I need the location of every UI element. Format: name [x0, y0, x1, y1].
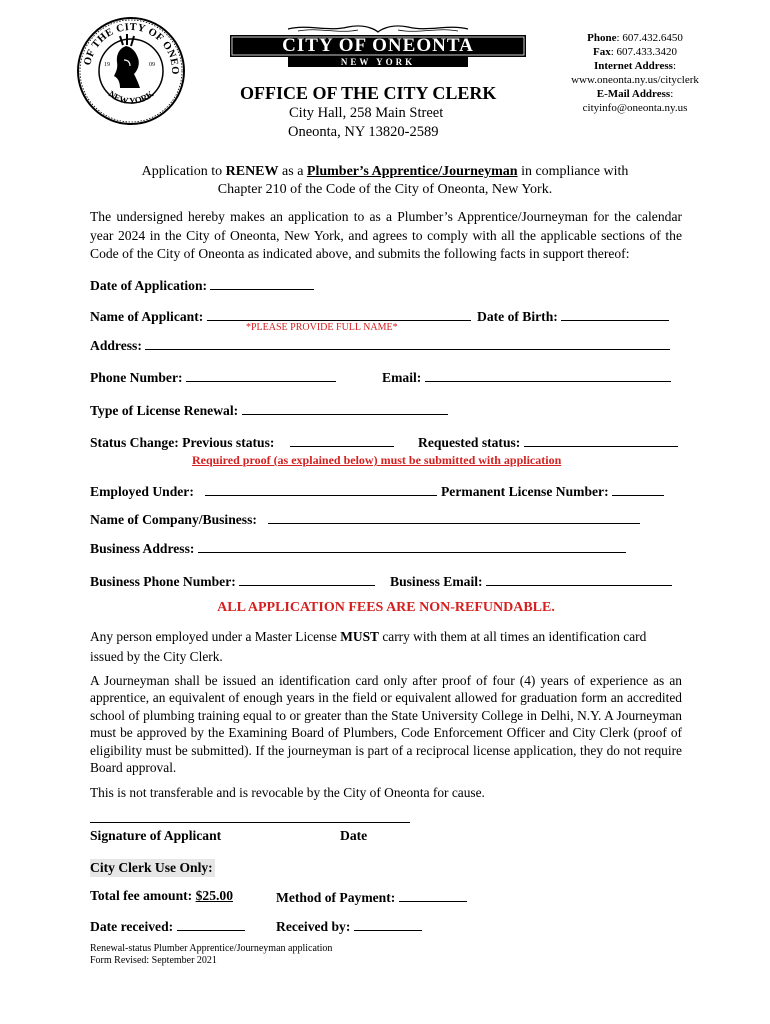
name-of-applicant-input[interactable] — [207, 307, 471, 321]
office-address-line1: City Hall, 258 Main Street — [289, 105, 444, 121]
requested-status-field: Requested status: — [418, 433, 678, 451]
seal-bottom-text: NEW YORK — [106, 88, 156, 106]
intro-line1: Application to RENEW as a Plumber’s Apprentice/Journeyman in compliance with — [141, 164, 629, 179]
date-of-application-field: Date of Application: — [90, 276, 314, 294]
seal-emblem — [76, 16, 186, 126]
permanent-license-field: Permanent License Number: — [441, 482, 664, 500]
business-email-input[interactable] — [486, 572, 672, 586]
status-change-field: Status Change: Previous status: — [90, 433, 394, 451]
intro-line2: Chapter 210 of the Code of the City of Oneonta, New York. — [217, 182, 553, 197]
employed-under-input[interactable] — [205, 482, 437, 496]
email-field: Email: — [382, 368, 671, 386]
svg-text:NEW YORK — [107, 89, 156, 106]
applicant-statement: The undersigned hereby makes an application to as a Plumber’s Apprentice/Journeyman for the calendar year 2024 in the City of Oneonta, New York, and agrees to comply with all the applicable sections of the Code of the City of Oneonta as indicated above, and submits the following facts in support thereof: — [90, 209, 682, 261]
date-of-application-input[interactable] — [210, 276, 314, 290]
id-card-paragraph: Any person employed under a Master License MUST carry with them at all times an identification card issued by the City Clerk. — [90, 629, 647, 664]
received-by-field: Received by: — [276, 917, 422, 935]
business-email-field: Business Email: — [390, 572, 672, 590]
journeyman-paragraph: A Journeyman shall be issued an identification card only after proof of four (4) years of experience as an apprentice, an equivalent of enough years in the field or equivalent allowed for graduation form an accredited school of plumbing training equal to or greater than the State University College in Delhi, N.Y. A Journeyman must be approved by the Examining Board of Plumbers, Code Enforcement Officer and City Clerk (proof of eligibility must be submitted). If the journeyman is part of a reciprocal license application, they do not require Board approval. — [90, 673, 682, 776]
contact-internet-link[interactable]: www.oneonta.ny.us/cityclerk — [571, 74, 699, 86]
seal-year-right: 09 — [149, 62, 155, 68]
permanent-license-input[interactable] — [612, 482, 664, 496]
footer-form-name: Renewal-status Plumber Apprentice/Journeyman application — [90, 943, 333, 954]
total-fee-value: $25.00 — [195, 888, 233, 903]
seal-year-left: 19 — [104, 62, 110, 68]
name-of-applicant-field: Name of Applicant: — [90, 307, 471, 325]
signature-date-label: Date — [340, 828, 368, 843]
renew-word: RENEW — [225, 164, 279, 179]
previous-status-input[interactable] — [290, 433, 394, 447]
office-address-line2: Oneonta, NY 13820-2589 — [288, 124, 439, 140]
city-banner — [228, 24, 528, 70]
clerk-use-heading: City Clerk Use Only: — [90, 860, 213, 875]
employed-under-field: Employed Under: — [90, 482, 437, 500]
proof-note: Required proof (as explained below) must be submitted with application — [192, 453, 562, 467]
license-type-input[interactable] — [242, 401, 448, 415]
phone-number-input[interactable] — [186, 368, 336, 382]
business-address-field: Business Address: — [90, 539, 626, 557]
date-of-birth-input[interactable] — [561, 307, 669, 321]
business-address-input[interactable] — [198, 539, 626, 553]
email-input[interactable] — [425, 368, 671, 382]
payment-method-input[interactable] — [399, 888, 467, 902]
city-seal — [76, 16, 186, 126]
banner-subtitle: NEW YORK — [340, 57, 416, 67]
company-name-field: Name of Company/Business: — [90, 510, 640, 528]
contact-phone: Phone: 607.432.6450 — [587, 32, 683, 44]
address-field: Address: — [90, 336, 670, 354]
company-name-input[interactable] — [268, 510, 640, 524]
license-role: Plumber’s Apprentice/Journeyman — [306, 164, 518, 179]
full-name-note: *PLEASE PROVIDE FULL NAME* — [246, 322, 398, 333]
business-phone-input[interactable] — [239, 572, 375, 586]
payment-method-field: Method of Payment: — [276, 888, 467, 906]
seal-top-text: OF THE CITY OF ONEO — [82, 21, 181, 75]
signature-label: Signature of Applicant — [90, 828, 222, 843]
contact-fax: Fax: 607.433.3420 — [592, 46, 678, 58]
fees-notice: ALL APPLICATION FEES ARE NON-REFUNDABLE. — [217, 600, 555, 615]
footer-revision: Form Revised: September 2021 — [90, 955, 217, 966]
business-phone-field: Business Phone Number: — [90, 572, 375, 590]
office-title: OFFICE OF THE CITY CLERK — [240, 83, 497, 103]
signature-line[interactable] — [90, 822, 410, 823]
contact-internet-label: Internet Address: — [593, 60, 676, 72]
total-fee-field: Total fee amount: $25.00 — [90, 888, 233, 903]
requested-status-input[interactable] — [524, 433, 678, 447]
contact-block — [560, 31, 710, 115]
date-of-birth-field: Date of Birth: — [477, 307, 669, 325]
phone-number-field: Phone Number: — [90, 368, 336, 386]
address-input[interactable] — [145, 336, 670, 350]
transferable-paragraph: This is not transferable and is revocable by the City of Oneonta for cause. — [90, 785, 485, 800]
contact-email-label: E-Mail Address: — [596, 88, 674, 100]
license-type-field: Type of License Renewal: — [90, 401, 448, 419]
received-by-input[interactable] — [354, 917, 422, 931]
date-received-field: Date received: — [90, 917, 245, 935]
banner-title: CITY OF ONEONTA — [282, 35, 474, 56]
date-received-input[interactable] — [177, 917, 245, 931]
contact-email-link[interactable]: cityinfo@oneonta.ny.us — [582, 102, 688, 114]
